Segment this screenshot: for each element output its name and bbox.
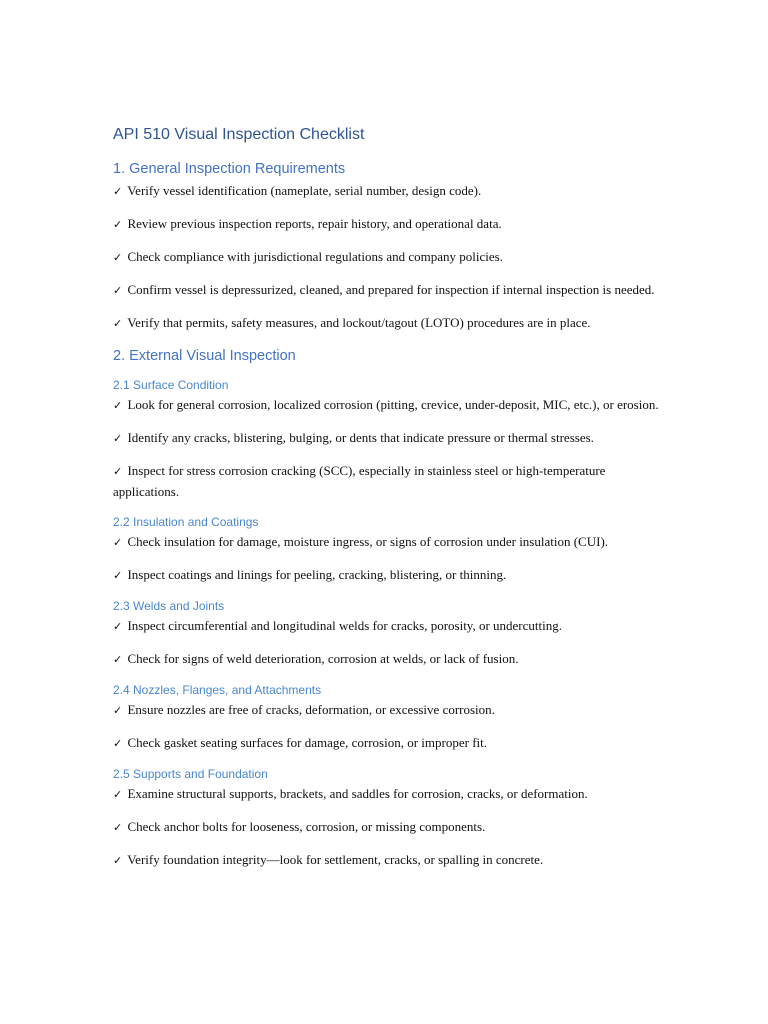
subsection-title: 2.2 Insulation and Coatings xyxy=(113,514,259,529)
check-icon: ✓ xyxy=(113,399,123,412)
checklist-item-text: Confirm vessel is depressurized, cleaned, and prepared for inspection if internal inspection is needed. xyxy=(127,282,655,297)
checklist-item xyxy=(113,395,673,416)
check-icon: ✓ xyxy=(113,317,123,330)
check-icon: ✓ xyxy=(113,568,123,582)
section-title: 1. General Inspection Requirements xyxy=(113,161,346,177)
check-icon: ✓ xyxy=(113,284,123,297)
subsection-title: 2.5 Supports and Foundation xyxy=(113,766,268,781)
check-icon: ✓ xyxy=(113,652,123,666)
check-icon: ✓ xyxy=(113,703,123,717)
checklist-item xyxy=(113,214,673,235)
check-icon: ✓ xyxy=(113,535,123,549)
checklist-item-text: Review previous inspection reports, repair history, and operational data. xyxy=(127,216,502,231)
subsection-title: 2.3 Welds and Joints xyxy=(113,598,225,613)
check-icon: ✓ xyxy=(113,853,123,867)
check-icon: ✓ xyxy=(113,465,123,478)
subsection-title: 2.1 Surface Condition xyxy=(113,378,229,392)
checklist-item xyxy=(113,181,673,202)
subsection-surface-condition xyxy=(113,377,673,501)
checklist-item-text: Inspect for stress corrosion cracking (SCC), especially in stainless steel or high-temperature applications. xyxy=(113,463,606,499)
section-general-requirements xyxy=(113,159,673,334)
subsection-nozzles-flanges xyxy=(113,682,673,754)
checklist-item-text: Check gasket seating surfaces for damage, corrosion, or improper fit. xyxy=(127,734,488,750)
check-icon: ✓ xyxy=(113,185,123,198)
check-icon: ✓ xyxy=(113,787,123,801)
checklist-item-text: Check for signs of weld deterioration, corrosion at welds, or lack of fusion. xyxy=(127,650,519,666)
checklist-item-text: Examine structural supports, brackets, and saddles for corrosion, cracks, or deformation. xyxy=(127,785,588,801)
checklist-item-text: Check compliance with jurisdictional regulations and company policies. xyxy=(127,249,503,264)
checklist-item xyxy=(113,247,673,268)
checklist-item xyxy=(113,428,673,449)
checklist-item-text: Look for general corrosion, localized corrosion (pitting, crevice, under-deposit, MIC, etc.), or erosion. xyxy=(127,397,659,412)
check-icon: ✓ xyxy=(113,251,123,264)
checklist-item xyxy=(113,850,673,871)
checklist-item xyxy=(113,817,673,838)
checklist-item xyxy=(113,733,673,754)
checklist-item-text: Inspect circumferential and longitudinal welds for cracks, porosity, or undercutting. xyxy=(127,617,562,633)
checklist-item-text: Verify that permits, safety measures, and lockout/tagout (LOTO) procedures are in place. xyxy=(127,315,591,330)
document-page xyxy=(113,124,673,883)
check-icon: ✓ xyxy=(113,432,123,445)
subsection-supports-foundation xyxy=(113,766,673,871)
check-icon: ✓ xyxy=(113,820,123,834)
checklist-item xyxy=(113,649,673,670)
check-icon: ✓ xyxy=(113,619,123,633)
section-external-visual-inspection xyxy=(113,346,673,870)
check-icon: ✓ xyxy=(113,736,123,750)
checklist-item-text: Identify any cracks, blistering, bulging, or dents that indicate pressure or thermal stresses. xyxy=(127,430,594,445)
page-title: API 510 Visual Inspection Checklist xyxy=(113,126,365,143)
check-icon: ✓ xyxy=(113,218,123,231)
checklist-item-text: Ensure nozzles are free of cracks, deformation, or excessive corrosion. xyxy=(127,701,495,717)
checklist-item-text: Verify vessel identification (nameplate, serial number, design code). xyxy=(127,183,482,198)
checklist-item xyxy=(113,784,673,805)
checklist-item-text: Inspect coatings and linings for peeling, cracking, blistering, or thinning. xyxy=(127,566,507,582)
checklist-item xyxy=(113,532,673,553)
checklist-item xyxy=(113,461,673,501)
checklist-item xyxy=(113,565,673,586)
checklist-item xyxy=(113,700,673,721)
subsection-welds-joints xyxy=(113,598,673,670)
checklist-item-text: Check anchor bolts for looseness, corrosion, or missing components. xyxy=(127,818,486,834)
checklist-item-text: Check insulation for damage, moisture ingress, or signs of corrosion under insulation (CUI). xyxy=(127,533,609,549)
subsection-insulation-coatings xyxy=(113,514,673,586)
checklist-item-text: Verify foundation integrity—look for settlement, cracks, or spalling in concrete. xyxy=(127,851,544,867)
checklist-item xyxy=(113,616,673,637)
checklist-item xyxy=(113,313,673,334)
section-title: 2. External Visual Inspection xyxy=(113,348,296,364)
checklist-item xyxy=(113,280,673,301)
subsection-title: 2.4 Nozzles, Flanges, and Attachments xyxy=(113,682,322,697)
